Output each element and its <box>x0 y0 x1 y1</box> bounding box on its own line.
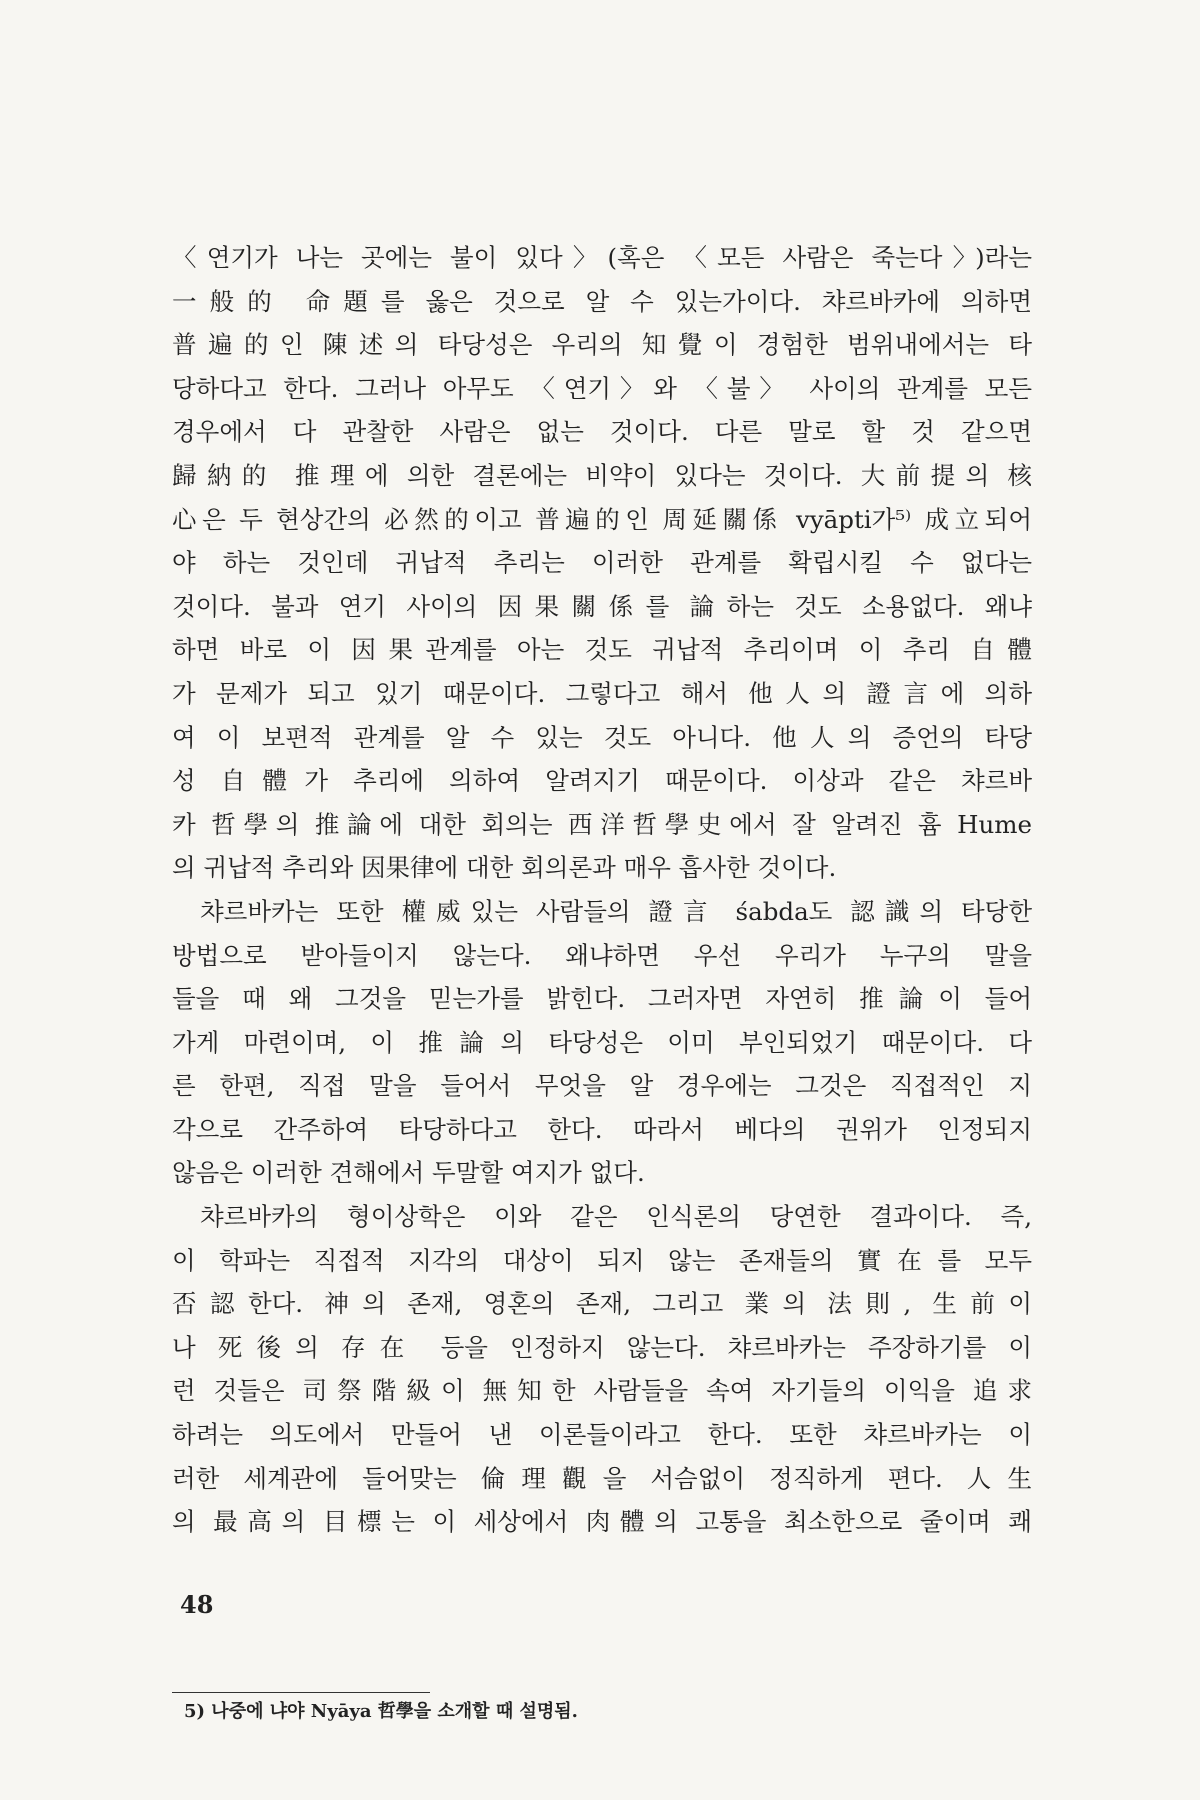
text-line: 런 것들은 司祭階級이 無知한 사람들을 속여 자기들의 이익을 追求 <box>172 1376 1032 1406</box>
text-line: 〈연기가 나는 곳에는 불이 있다〉(혹은 〈모든 사람은 죽는다〉)라는 <box>172 243 1032 272</box>
text-line: 않음은 이러한 견해에서 두말할 여지가 없다. <box>172 1158 645 1188</box>
text-line: 歸納的 推理에 의한 결론에는 비약이 있다는 것이다. 大前提의 核 <box>172 460 1032 490</box>
text-line: 가게 마련이며, 이 推論의 타당성은 이미 부인되었기 때문이다. 다 <box>172 1027 1032 1057</box>
text-line: 당하다고 한다. 그러나 아무도 〈연기〉와 〈불〉 사이의 관계를 모든 <box>172 373 1032 403</box>
footnote-rule <box>172 1692 430 1693</box>
text-line: 의 最高의 目標는 이 세상에서 肉體의 고통을 최소한으로 줄이며 쾌 <box>172 1507 1032 1537</box>
text-line: 여 이 보편적 관계를 알 수 있는 것도 아니다. 他人의 증언의 타당 <box>172 722 1032 752</box>
text-line: 나 死後의 存在 등을 인정하지 않는다. 챠르바카는 주장하기를 이 <box>172 1332 1032 1362</box>
text-line: 들을 때 왜 그것을 믿는가를 밝힌다. 그러자면 자연히 推論이 들어 <box>172 984 1032 1014</box>
text-line: 챠르바카의 형이상학은 이와 같은 인식론의 당연한 결과이다. 즉, <box>200 1202 1032 1232</box>
text-line: 가 문제가 되고 있기 때문이다. 그렇다고 해서 他人의 證言에 의하 <box>172 678 1032 708</box>
footnote: 5) 나중에 냐야 Nyāya 哲學을 소개할 때 설명됨. <box>184 1701 578 1722</box>
text-line: 러한 세계관에 들어맞는 倫理觀을 서슴없이 정직하게 편다. 人生 <box>172 1463 1032 1493</box>
text-line: 否認한다. 神의 존재, 영혼의 존재, 그리고 業의 法則, 生前이 <box>172 1289 1032 1319</box>
text-line: 야 하는 것인데 귀납적 추리는 이러한 관계를 확립시킬 수 없다는 <box>172 548 1032 578</box>
text-line: 성 自體가 추리에 의하여 알려지기 때문이다. 이상과 같은 챠르바 <box>172 766 1032 796</box>
body-text <box>172 236 1032 1544</box>
text-line: 방법으로 받아들이지 않는다. 왜냐하면 우선 우리가 누구의 말을 <box>172 940 1032 970</box>
text-line: 것이다. 불과 연기 사이의 因果關係를 論하는 것도 소용없다. 왜냐 <box>172 591 1032 621</box>
text-line: 普遍的인 陳述의 타당성은 우리의 知覺이 경험한 범위내에서는 타 <box>172 330 1032 360</box>
text-line: 카 哲學의 推論에 대한 회의는 西洋哲學史에서 잘 알려진 흄 Hume <box>172 809 1032 839</box>
text-line: 心은 두 현상간의 必然的이고 普遍的인 周延關係 vyāpti가⁵⁾ 成立되어 <box>172 504 1032 534</box>
text-line: 하면 바로 이 因果관계를 아는 것도 귀납적 추리이며 이 추리 自體 <box>172 635 1032 665</box>
text-line: 른 한편, 직접 말을 들어서 무엇을 알 경우에는 그것은 직접적인 지 <box>172 1071 1032 1101</box>
text-line: 이 학파는 직접적 지각의 대상이 되지 않는 존재들의 實在를 모두 <box>172 1245 1032 1275</box>
text-line: 각으로 간주하여 타당하다고 한다. 따라서 베다의 권위가 인정되지 <box>172 1114 1032 1144</box>
text-line: 하려는 의도에서 만들어 낸 이론들이라고 한다. 또한 챠르바카는 이 <box>172 1420 1032 1450</box>
text-line: 의 귀납적 추리와 因果律에 대한 회의론과 매우 흡사한 것이다. <box>172 853 837 883</box>
page-number: 48 <box>180 1590 214 1619</box>
text-line: 경우에서 다 관찰한 사람은 없는 것이다. 다른 말로 할 것 같으면 <box>172 417 1032 447</box>
text-line: 챠르바카는 또한 權威있는 사람들의 證言 śabda도 認識의 타당한 <box>200 896 1032 926</box>
text-line: 一般的 命題를 옳은 것으로 알 수 있는가이다. 챠르바카에 의하면 <box>172 286 1032 316</box>
